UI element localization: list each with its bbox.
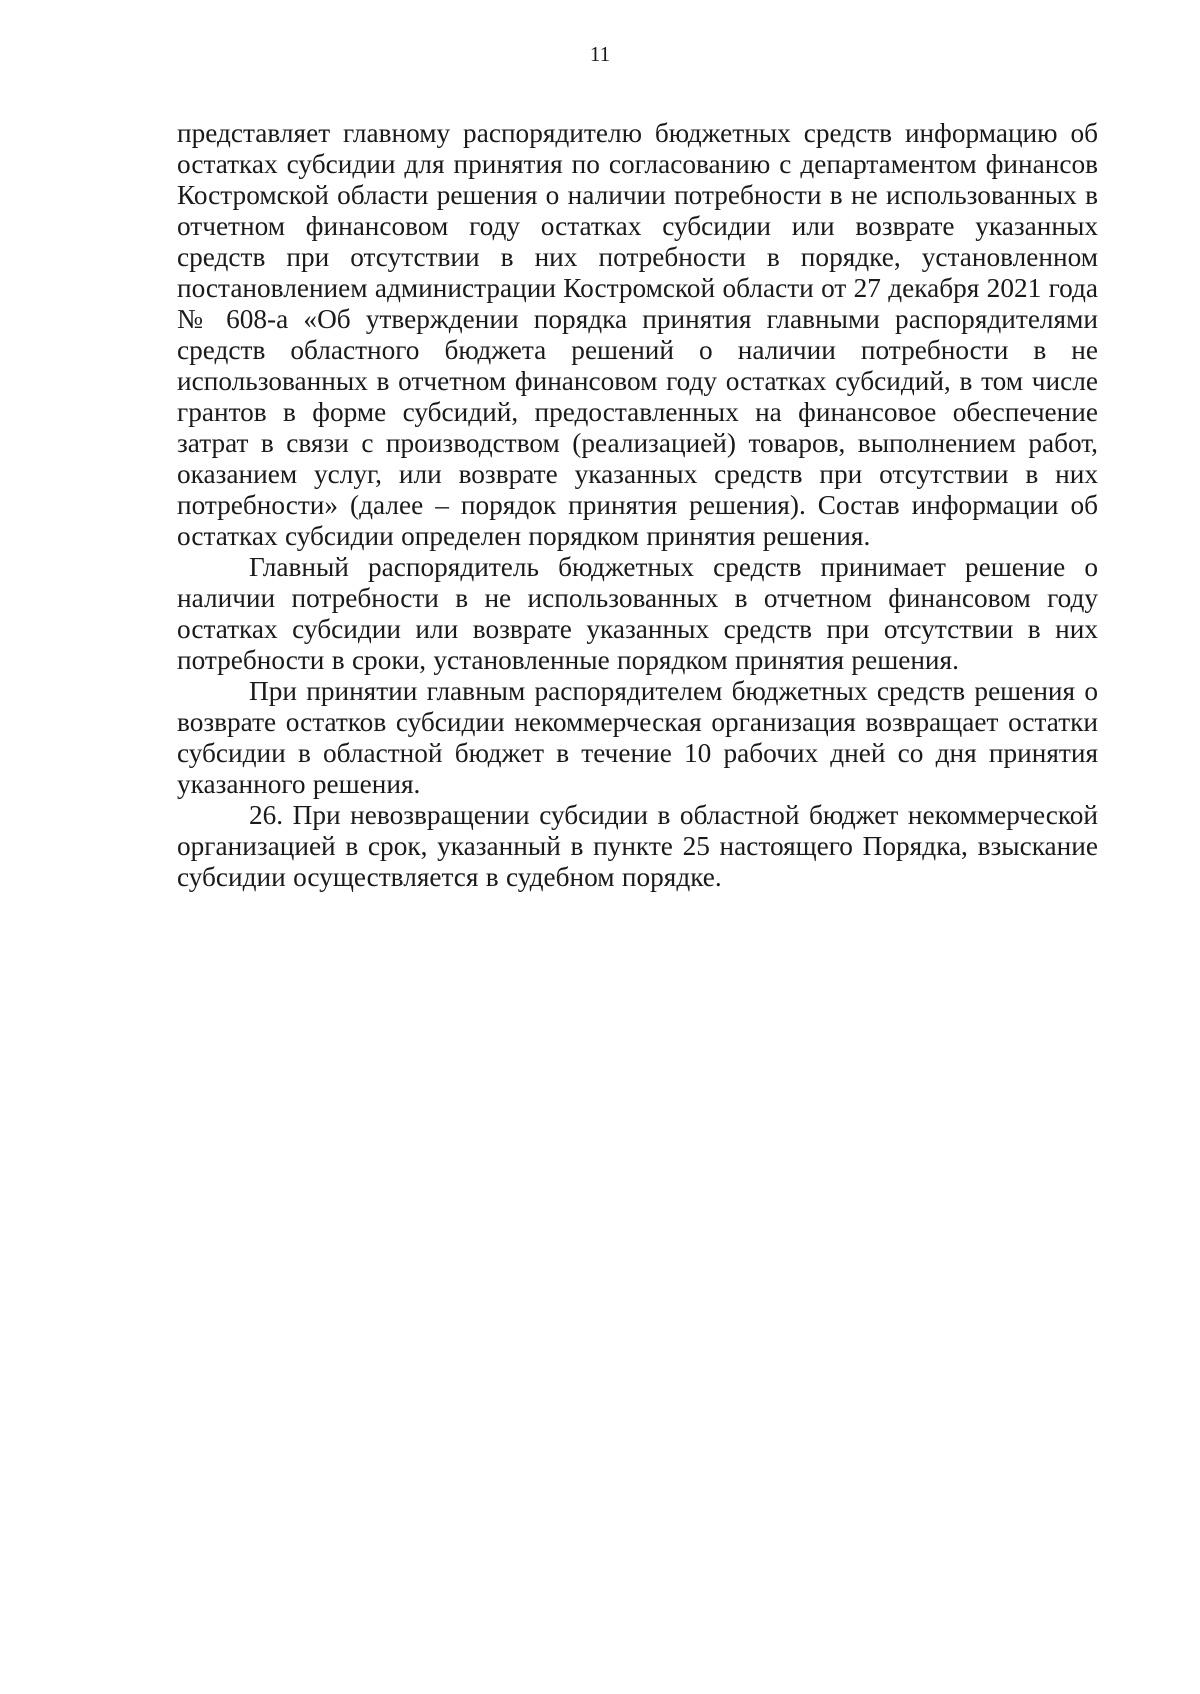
paragraph-item-26: 26. При невозвращении субсидии в областной бюджет некоммерческой организацией в срок, указанный в пункте 25 настоящего Порядка, взыскание субсидии осуществляется в судебном порядке. (177, 800, 1098, 892)
paragraph-return-of-balances: При принятии главным распорядителем бюджетных средств решения о возврате остатков субсидии некоммерческая организация возвращает остатки субсидии в областной бюджет в течение 10 рабочих дней со дня принятия указанного решения. (177, 676, 1098, 799)
paragraph-subsidy-balance-info: представляет главному распорядителю бюджетных средств информацию об остатках субсидии для принятия по согласованию с департаментом финансов Костромской области решения о наличии потребности в не использованных в отчетном финансовом году остатках субсидии или возврате указанных средств при отсутствии в них потребности в порядке, установленном постановлением администрации Костромской области от 27 декабря 2021 года № 608-а «Об утверждении порядка принятия главными распорядителями средств областного бюджета решений о наличии потребности в не использованных в отчетном финансовом году остатках субсидий, в том числе грантов в форме субсидий, предоставленных на финансовое обеспечение затрат в связи с производством (реализацией) товаров, выполнением работ, оказанием услуг, или возврате указанных средств при отсутствии в них потребности» (далее – порядок принятия решения). Состав информации об остатках субсидии определен порядком принятия решения. (177, 118, 1098, 551)
document-body (177, 118, 1098, 893)
page-number: 11 (589, 42, 611, 66)
paragraph-decision-on-need: Главный распорядитель бюджетных средств принимает решение о наличии потребности в не использованных в отчетном финансовом году остатках субсидии или возврате указанных средств при отсутствии в них потребности в сроки, установленные порядком принятия решения. (177, 552, 1098, 675)
